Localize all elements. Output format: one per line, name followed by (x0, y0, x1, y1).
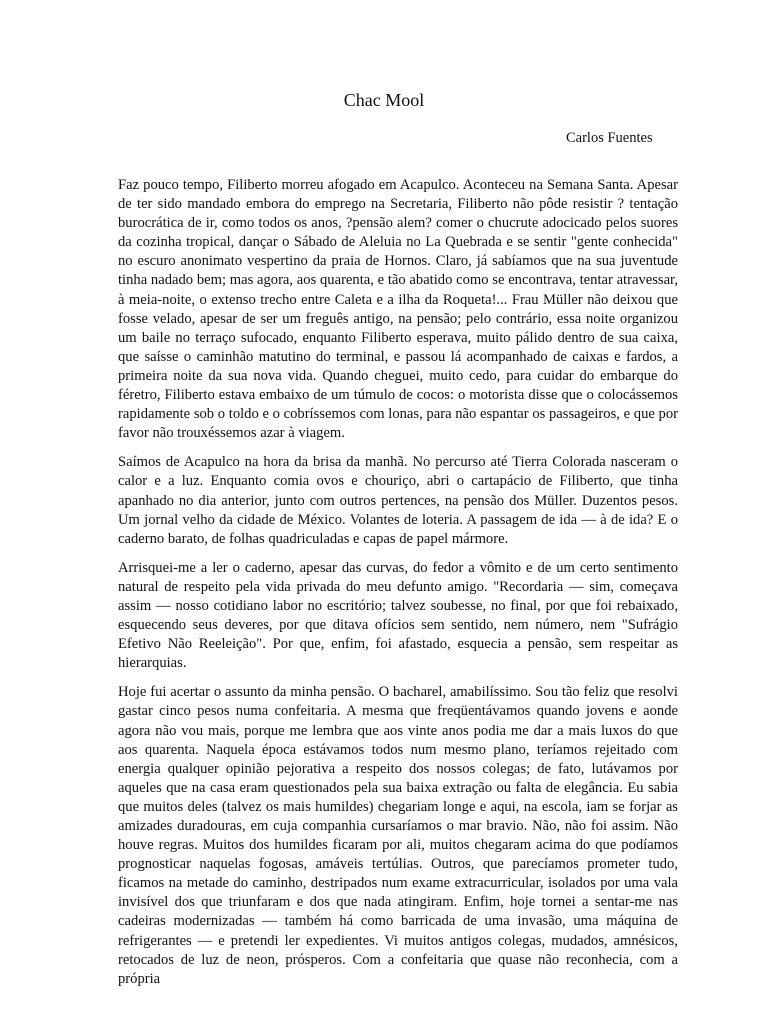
document-title: Chac Mool (343, 90, 425, 110)
paragraph: Hoje fui acertar o assunto da minha pensão. O bacharel, amabilíssimo. Sou tão feliz que resolvi gastar cinco pesos numa confeitaria. A mesma que freqüentávamos quando jovens e aonde agora não vou mais, porque me lembra que aos vinte anos podia me dar a mais luxos do que aos quarenta. Naquela época estávamos todos num mesmo plano, teríamos rejeitado com energia qualquer opinião pejorativa a respeito dos nossos colegas; de fato, lutávamos por aqueles que na casa eram questionados pela sua baixa extração ou falta de elegância. Eu sabia que muitos deles (talvez os mais humildes) chegariam longe e aqui, na escola, iam se forjar as amizades duradouras, em cuja companhia cursaríamos o mar bravio. Não, não foi assim. Não houve regras. Muitos dos humildes ficaram por ali, muitos chegaram acima do que podíamos prognosticar naquelas fogosas, amáveis tertúlias. Outros, que parecíamos prometer tudo, ficamos na metade do caminho, destripados num exame extracurricular, isolados por uma vala invisível dos que triunfaram e dos que nada atingiram. Enfim, hoje tornei a sentar-me nas cadeiras modernizadas — também há como barricada de uma invasão, uma máquina de refrigerantes — e pretendi ler expedientes. Vi muitos antigos colegas, mudados, amnésicos, retocados de luz de neon, prósperos. Com a confeitaria que quase não reconhecia, com a própria (118, 684, 678, 987)
document-body (118, 176, 678, 999)
paragraph: Saímos de Acapulco na hora da brisa da manhã. No percurso até Tierra Colorada nasceram o calor e a luz. Enquanto comia ovos e chouriço, abri o cartapácio de Filiberto, que tinha apanhado no dia anterior, junto com outros pertences, na pensão dos Müller. Duzentos pesos. Um jornal velho da cidade de México. Volantes de loteria. A passagem de ida — à de ida? E o caderno barato, de folhas quadriculadas e capas de papel mármore. (118, 454, 678, 547)
paragraph: Faz pouco tempo, Filiberto morreu afogado em Acapulco. Aconteceu na Semana Santa. Apesar de ter sido mandado embora do emprego na Secretaria, Filiberto não pôde resistir ? tentação burocrática de ir, como todos os anos, ?pensão alem? comer o chucrute adocicado pelos suores da cozinha tropical, dançar o Sábado de Aleluia no La Quebrada e se sentir "gente conhecida" no escuro anonimato vespertino da praia de Hornos. Claro, já sabíamos que na sua juventude tinha nadado bem; mas agora, aos quarenta, e tão abatido como se encontrava, tentar atravessar, à meia-noite, o extenso trecho entre Caleta e a ilha da Roqueta!... Frau Müller não deixou que fosse velado, apesar de ser um freguês antigo, na pensão; pelo contrário, essa noite organizou um baile no terraço sufocado, enquanto Filiberto esperava, muito pálido dentro de sua caixa, que saísse o caminhão matutino do terminal, e passou lá acompanhado de caixas e fardos, a primeira noite da sua nova vida. Quando cheguei, muito cedo, para cuidar do embarque do féretro, Filiberto estava embaixo de um túmulo de cocos: o motorista disse que o colocássemos rapidamente sob o toldo e o cobríssemos com lonas, para não espantar os passageiros, e que por favor não trouxéssemos azar à viagem. (118, 177, 678, 442)
document-author: Carlos Fuentes (566, 130, 653, 146)
paragraph: Arrisquei-me a ler o caderno, apesar das curvas, do fedor a vômito e de um certo sentimento natural de respeito pela vida privada do meu defunto amigo. "Recordaria — sim, começava assim — nosso cotidiano labor no escritório; talvez soubesse, no final, por que foi rebaixado, esquecendo seus deveres, por que ditava ofícios sem sentido, nem número, nem "Sufrágio Efetivo Não Reeleição". Por que, enfim, foi afastado, esquecia a pensão, sem respeitar as hierarquias. (118, 559, 678, 672)
